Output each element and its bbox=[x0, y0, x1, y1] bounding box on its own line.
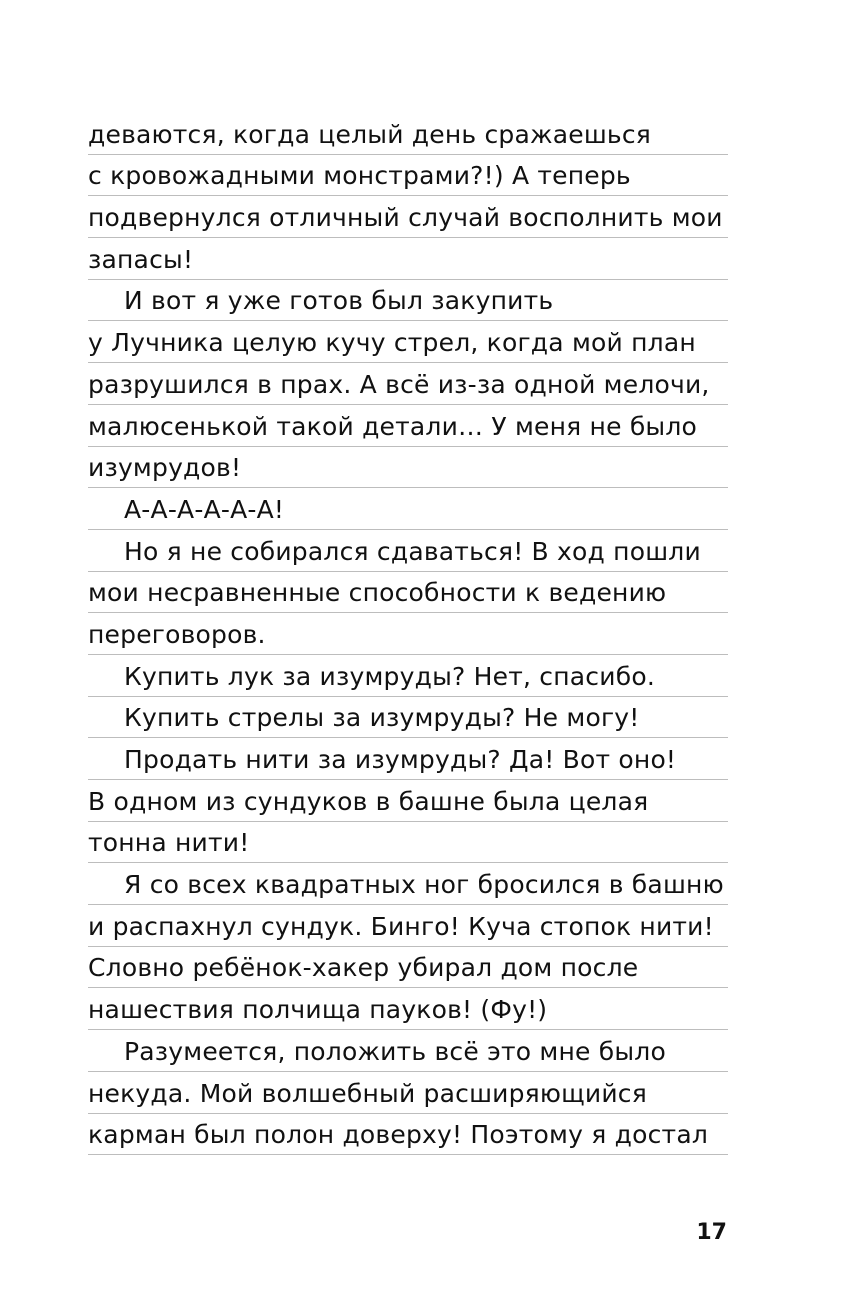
line-text: И вот я уже готов был закупить bbox=[124, 286, 554, 316]
line-text: Продать нити за изумруды? Да! Вот оно! bbox=[124, 745, 677, 774]
text-line bbox=[88, 655, 728, 697]
text-line bbox=[88, 530, 728, 572]
text-line bbox=[88, 1072, 728, 1114]
text-line bbox=[88, 488, 728, 530]
text-line bbox=[88, 738, 728, 780]
line-text: Разумеется, положить всё это мне было bbox=[124, 1036, 666, 1066]
line-text: запасы! bbox=[88, 244, 194, 274]
text-line bbox=[88, 572, 728, 614]
text-line bbox=[88, 1114, 728, 1156]
line-text: с кровожадными монстрами?!) А теперь bbox=[88, 161, 631, 191]
line-text: карман был полон доверху! Поэтому я достал bbox=[88, 1120, 709, 1150]
line-text: малюсенькой такой детали… У меня не было bbox=[88, 411, 698, 441]
text-line bbox=[88, 155, 728, 197]
text-line bbox=[88, 113, 728, 155]
line-text: Но я не собирался сдаваться! В ход пошли bbox=[124, 536, 701, 566]
text-line bbox=[88, 947, 728, 989]
text-line bbox=[88, 905, 728, 947]
text-line bbox=[88, 780, 728, 822]
text-line bbox=[88, 405, 728, 447]
line-text: тонна нити! bbox=[88, 828, 250, 858]
line-text: нашествия полчища пауков! (Фу!) bbox=[88, 995, 548, 1025]
line-text: Я со всех квадратных ног бросился в башню bbox=[124, 870, 724, 900]
line-text: Купить лук за изумруды? Нет, спасибо. bbox=[124, 661, 655, 691]
line-text: некуда. Мой волшебный расширяющийся bbox=[88, 1078, 647, 1108]
text-line bbox=[88, 863, 728, 905]
text-line bbox=[88, 196, 728, 238]
text-line bbox=[88, 280, 728, 322]
line-text: А-А-А-А-А-А! bbox=[124, 494, 285, 524]
text-line bbox=[88, 238, 728, 280]
text-line bbox=[88, 988, 728, 1030]
text-line bbox=[88, 363, 728, 405]
page-text bbox=[88, 113, 728, 1155]
line-text: у Лучника целую кучу стрел, когда мой план bbox=[88, 328, 696, 358]
text-line bbox=[88, 321, 728, 363]
line-text: деваются, когда целый день сражаешься bbox=[88, 119, 652, 149]
text-line bbox=[88, 822, 728, 864]
text-line bbox=[88, 697, 728, 739]
line-text: разрушился в прах. А всё из-за одной мелочи, bbox=[88, 369, 710, 399]
text-line bbox=[88, 613, 728, 655]
line-text: переговоров. bbox=[88, 619, 266, 649]
line-text: подвернулся отличный случай восполнить мои bbox=[88, 203, 723, 233]
line-text: Купить стрелы за изумруды? Не могу! bbox=[124, 703, 640, 733]
line-text: В одном из сундуков в башне была целая bbox=[88, 786, 649, 816]
page-number: 17 bbox=[696, 1220, 727, 1245]
text-line bbox=[88, 1030, 728, 1072]
line-text: мои несравненные способности к ведению bbox=[88, 578, 667, 608]
line-text: изумрудов! bbox=[88, 453, 242, 483]
text-line bbox=[88, 447, 728, 489]
line-text: и распахнул сундук. Бинго! Куча стопок нити! bbox=[88, 911, 714, 941]
line-text: Словно ребёнок-хакер убирал дом после bbox=[88, 953, 639, 983]
